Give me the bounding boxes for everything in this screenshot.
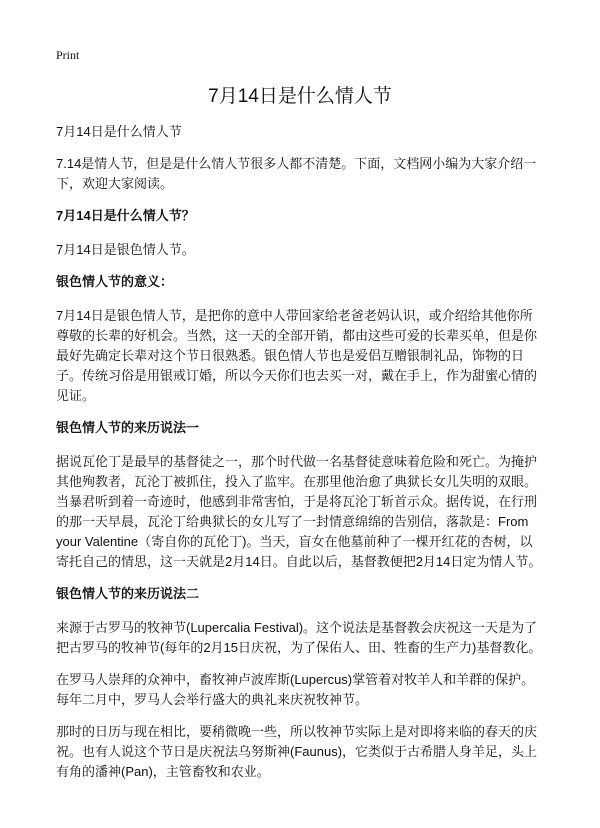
paragraph: 7.14是情人节，但是是什么情人节很多人都不清楚。下面，文档网小编为大家介绍一下，欢迎大家阅读。 (56, 156, 537, 191)
paragraph: 那时的日历与现在相比，要稍微晚一些，所以牧神节实际上是对即将来临的春天的庆祝。也有人说这个节日是庆祝法乌努斯神(Faunus)，它类似于古希腊人身羊足，头上有角的潘神(Pan)，主管畜牧和农业。 (56, 724, 538, 779)
document-body (56, 122, 544, 782)
page-title: 7月14日是什么情人节 (208, 86, 392, 107)
paragraph: 来源于古罗马的牧神节(Lupercalia Festival)。这个说法是基督教会庆祝这一天是为了把古罗马的牧神节(每年的2月15日庆祝，为了保佑人、田、牲畜的生产力)基督教化。 (56, 620, 542, 655)
section-heading: 7月14日是什么情人节？ (56, 208, 195, 223)
paragraph: 7月14日是银色情人节。 (56, 242, 195, 257)
section-heading: 银色情人节的来历说法一 (56, 420, 200, 435)
section-heading: 银色情人节的来历说法二 (56, 586, 200, 601)
paragraph: 7月14日是银色情人节，是把你的意中人带回家给老爸老妈认识，或介绍给其他你所尊敬的长辈的好机会。当然，这一天的全部开销，都由这些可爱的长辈买单，但是你最好先确定长辈对这个节日很熟悉。银色情人节也是爱侣互赠银制礼品，饰物的日子。传统习俗是用银戒订婚，所以今天你们也去买一对，戴在手上，作为甜蜜心情的见证。 (56, 308, 538, 403)
print-link[interactable]: Print (56, 48, 80, 62)
paragraph: 据说瓦伦丁是最早的基督徒之一，那个时代做一名基督徒意味着危险和死亡。为掩护其他殉教者，瓦沦丁被抓住，投入了监牢。在那里他治愈了典狱长女儿失明的双眼。当暴君听到着一奇迹时，他感到非常害怕，于是将瓦沦丁斩首示众。据传说，在行刑的那一天早晨，瓦沦丁给典狱长的女儿写了一封情意绵绵的告别信，落款是：From your Valentine（寄自你的瓦伦丁)。当天，盲女在他墓前种了一棵开红花的杏树，以寄托自己的情思，这一天就是2月14日。自此以后，基督教便把2月14日定为情人节。 (56, 454, 542, 569)
section-heading: 银色情人节的意义： (56, 274, 174, 289)
paragraph: 在罗马人崇拜的众神中，畜牧神卢波库斯(Lupercus)掌管着对牧羊人和羊群的保护。每年二月中，罗马人会举行盛大的典礼来庆祝牧神节。 (56, 672, 535, 707)
paragraph: 7月14日是什么情人节 (56, 124, 182, 139)
